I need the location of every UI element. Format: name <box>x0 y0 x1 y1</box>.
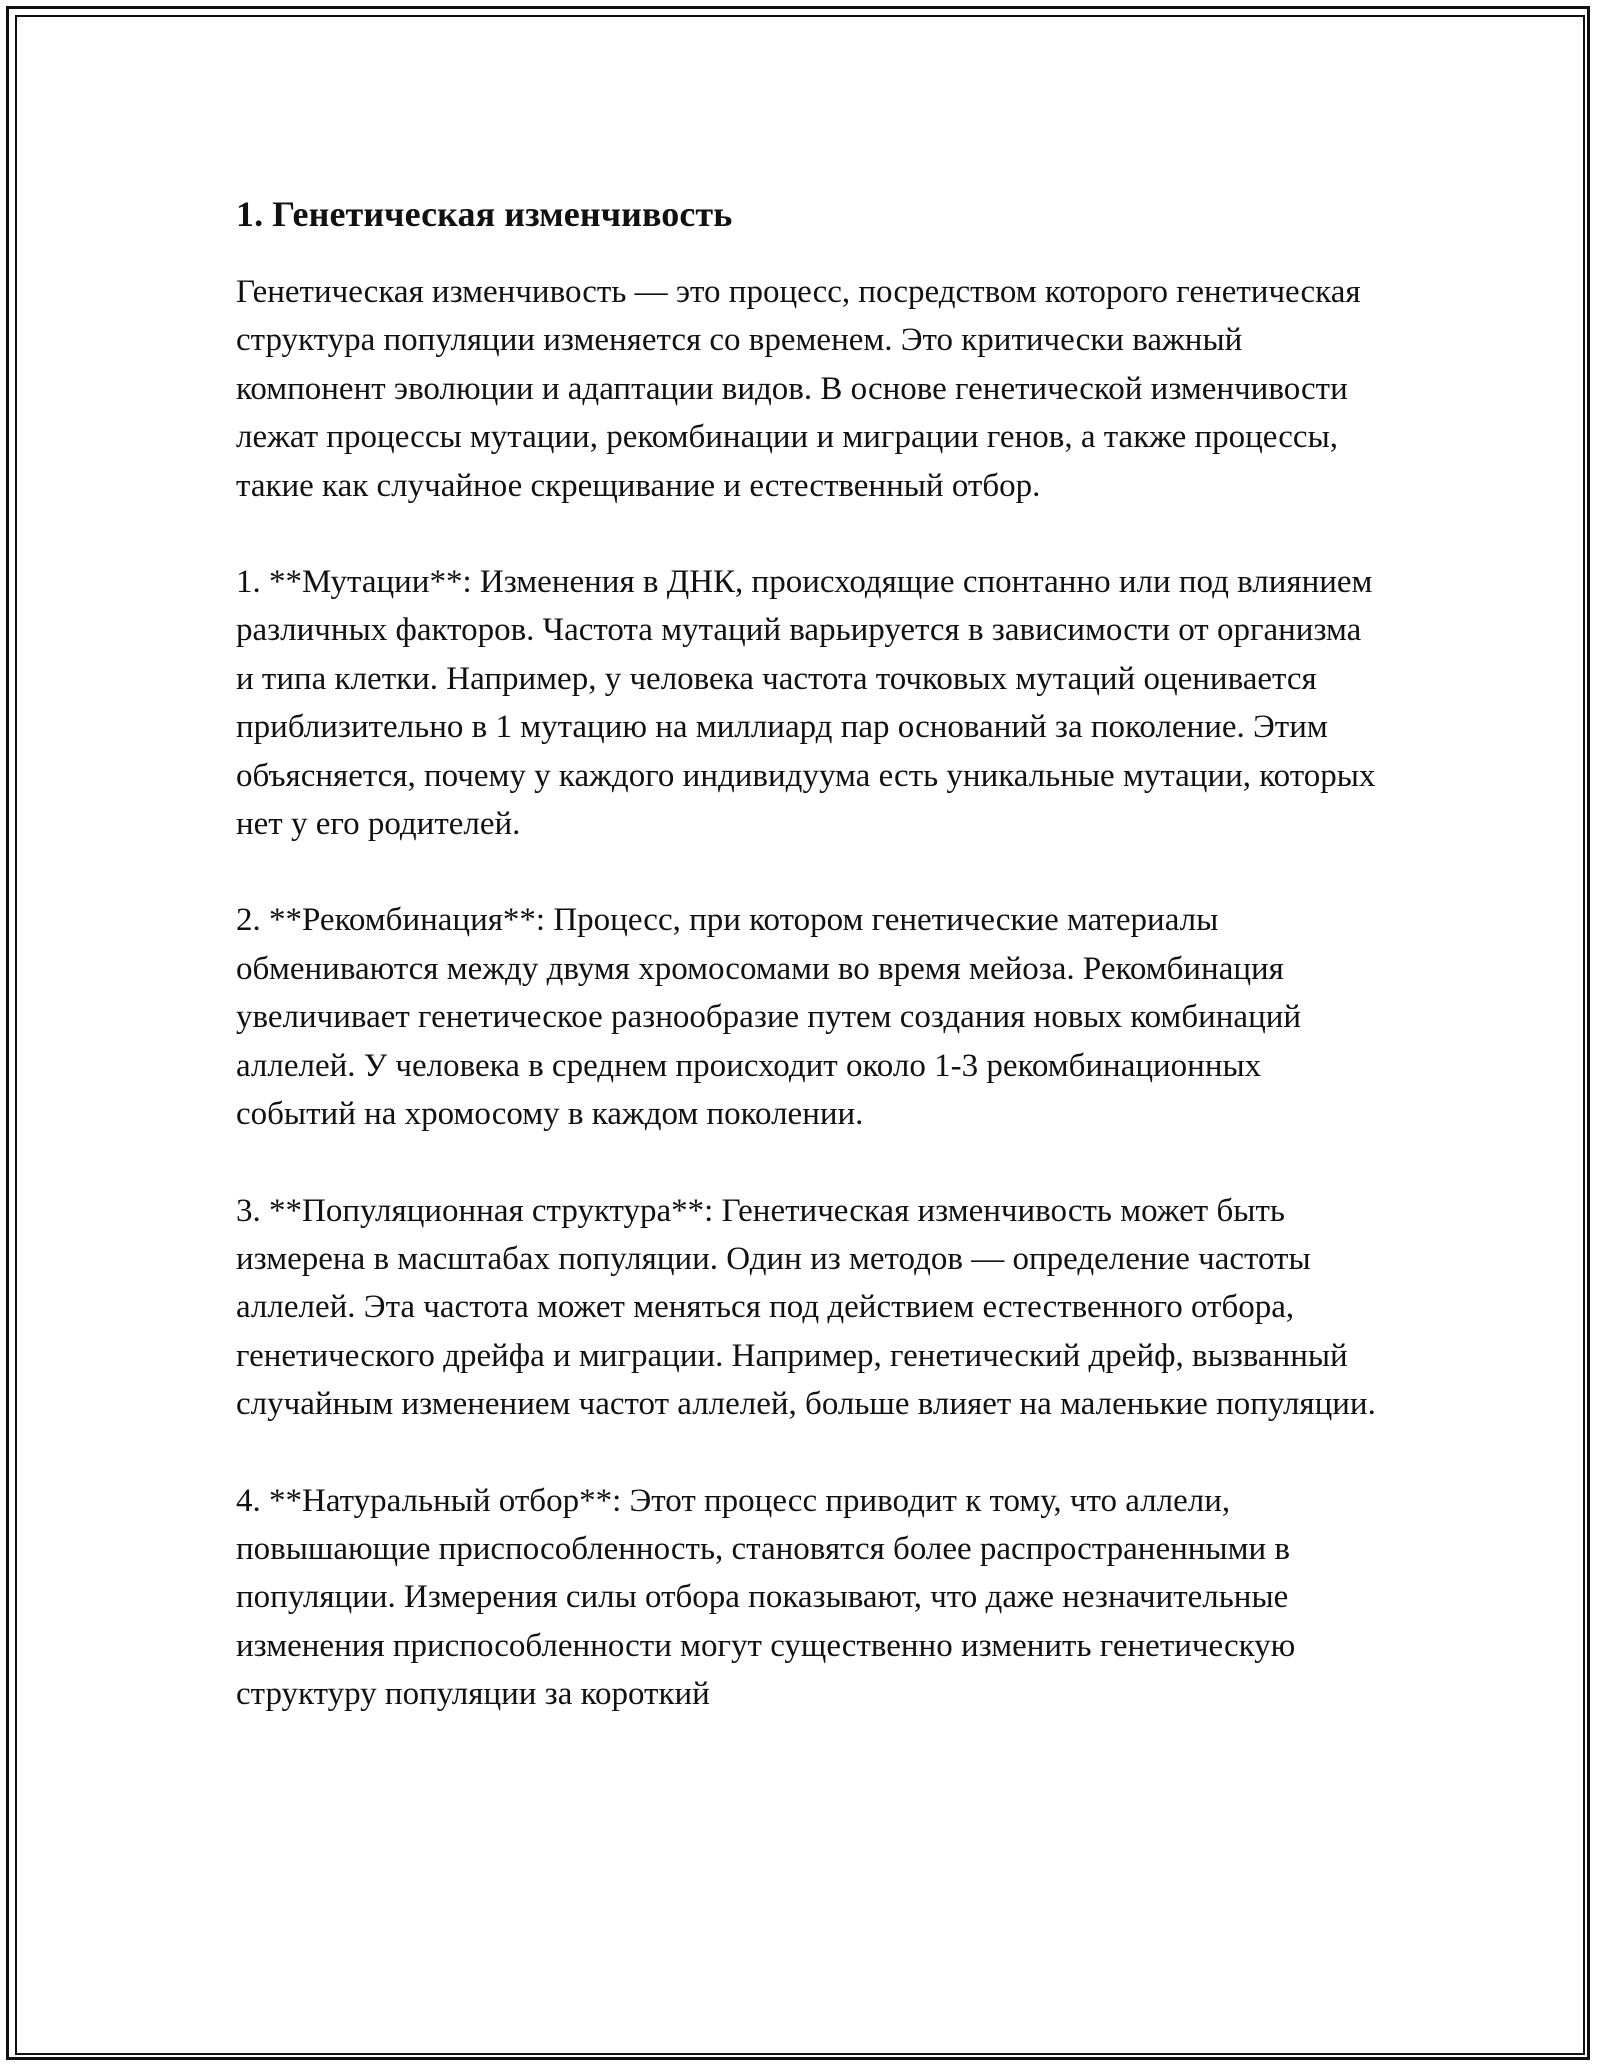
document-body <box>236 186 1376 1719</box>
section-heading: 1. Генетическая изменчивость <box>236 194 733 234</box>
population-structure-paragraph: 3. **Популяционная структура**: Генетическая изменчивость может быть измерена в масштабах популяции. Один из методов — определение частоты аллелей. Эта частота может меняться под действием естественного отбора, генетического дрейфа и миграции. Например, генетический дрейф, вызванный случайным изменением частот аллелей, больше влияет на маленькие популяции. <box>236 1192 1376 1423</box>
natural-selection-paragraph: 4. **Натуральный отбор**: Этот процесс приводит к тому, что аллели, повышающие приспособленность, становятся более распространенными в популяции. Измерения силы отбора показывают, что даже незначительные изменения приспособленности могут существенно изменить генетическую структуру популяции за короткий <box>236 1482 1296 1713</box>
recombination-paragraph: 2. **Рекомбинация**: Процесс, при котором генетические материалы обмениваются между двумя хромосомами во время мейоза. Рекомбинация увеличивает генетическое разнообразие путем создания новых комбинаций аллелей. У человека в среднем происходит около 1-3 рекомбинационных событий на хромосому в каждом поколении. <box>236 902 1302 1133</box>
intro-paragraph: Генетическая изменчивость — это процесс, посредством которого генетическая структура популяции изменяется со временем. Это критически важный компонент эволюции и адаптации видов. В основе генетической изменчивости лежат процессы мутации, рекомбинации и миграции генов, а также процессы, такие как случайное скрещивание и естественный отбор. <box>236 274 1361 504</box>
mutations-paragraph: 1. **Мутации**: Изменения в ДНК, происходящие спонтанно или под влиянием различных факторов. Частота мутаций варьируется в зависимости от организма и типа клетки. Например, у человека частота точковых мутаций оценивается приблизительно в 1 мутацию на миллиард пар оснований за поколение. Этим объясняется, почему у каждого индивидуума есть уникальные мутации, которых нет у его родителей. <box>236 564 1376 843</box>
